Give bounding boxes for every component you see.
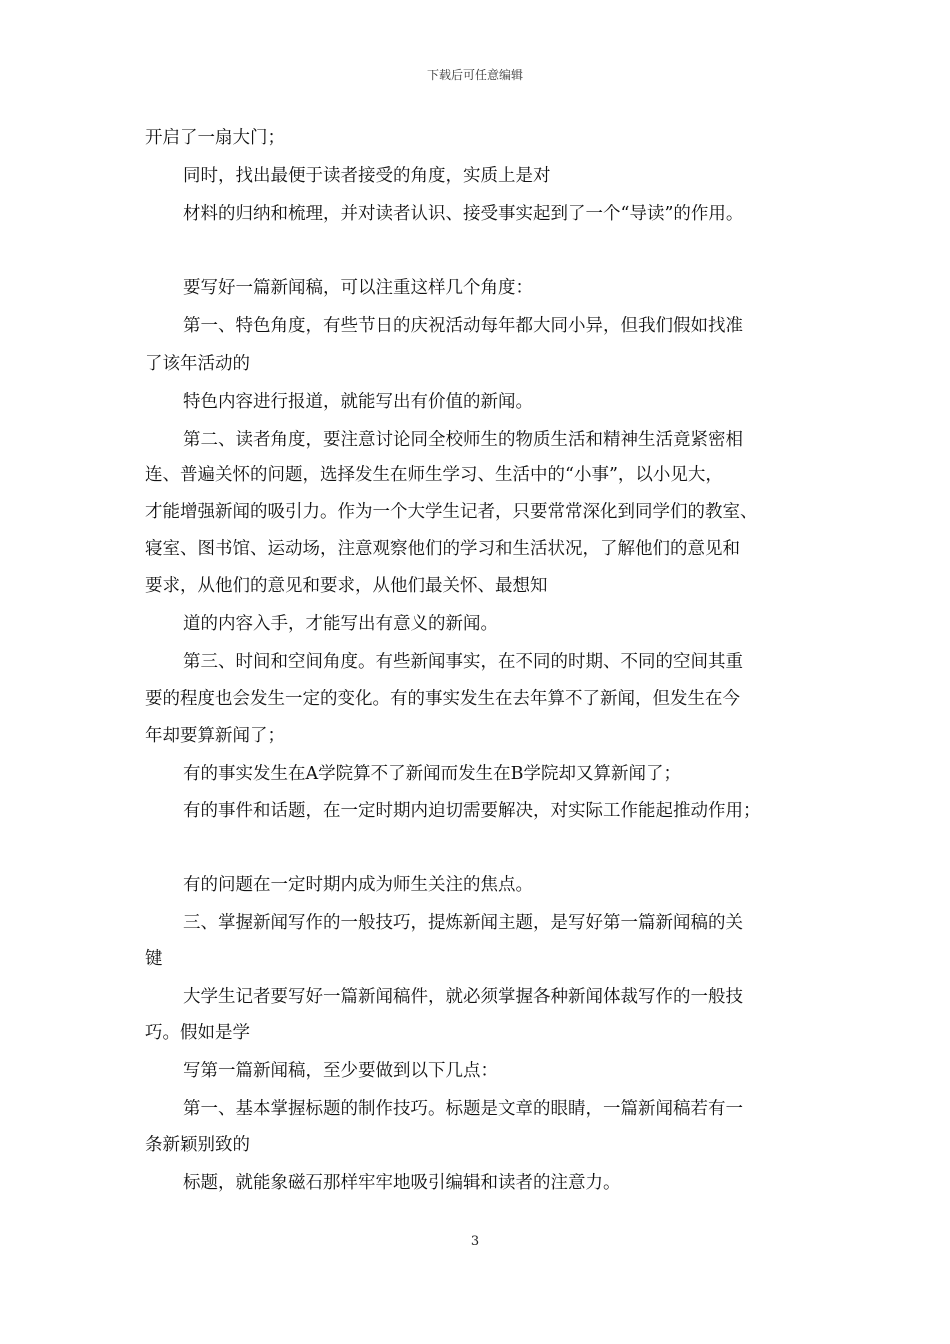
text-line: 第一、基本掌握标题的制作技巧。标题是文章的眼睛，一篇新闻稿若有一 [183,1099,743,1119]
text-line: 材料的归纳和梳理，并对读者认识、接受事实起到了一个“导读”的作用。 [183,204,744,224]
text-line: 道的内容入手，才能写出有意义的新闻。 [183,614,498,634]
text-line: 有的问题在一定时期内成为师生关注的焦点。 [183,875,533,895]
text-line: 要求，从他们的意见和要求，从他们最关怀、最想知 [145,576,548,596]
page-number: 3 [470,1234,480,1249]
text-line: 才能增强新闻的吸引力。作为一个大学生记者，只要常常深化到同学们的教室、 [145,502,758,522]
text-line: 同时，找出最便于读者接受的角度，实质上是对 [183,166,551,186]
text-line: 写第一篇新闻稿，至少要做到以下几点： [183,1061,498,1081]
page-header: 下载后可任意编辑 [426,68,523,82]
text-line: 开启了一扇大门； [145,128,285,148]
text-line: 第一、特色角度，有些节日的庆祝活动每年都大同小异，但我们假如找准 [183,316,743,336]
text-line: 连、普遍关怀的问题，选择发生在师生学习、生活中的“小事”，以小见大， [145,465,723,485]
text-line: 有的事件和话题，在一定时期内迫切需要解决，对实际工作能起推动作用； [183,801,761,821]
text-line: 第三、时间和空间角度。有些新闻事实，在不同的时期、不同的空间其重 [183,652,743,672]
text-line: 条新颖别致的 [145,1135,250,1155]
text-line: 特色内容进行报道，就能写出有价值的新闻。 [183,392,533,412]
text-line: 大学生记者要写好一篇新闻稿件，就必须掌握各种新闻体裁写作的一般技 [183,987,743,1007]
text-line: 标题，就能象磁石那样牢牢地吸引编辑和读者的注意力。 [183,1173,621,1193]
text-line: 巧。假如是学 [145,1023,250,1043]
text-line: 要写好一篇新闻稿，可以注重这样几个角度： [183,278,533,298]
text-line: 年却要算新闻了； [145,726,285,746]
text-line: 要的程度也会发生一定的变化。有的事实发生在去年算不了新闻，但发生在今 [145,689,740,709]
text-line: 第二、读者角度，要注意讨论同全校师生的物质生活和精神生活竟紧密相 [183,430,743,450]
text-line: 了该年活动的 [145,354,250,374]
text-line: 有的事实发生在A学院算不了新闻而发生在B学院却又算新闻了； [183,764,681,784]
text-line: 寝室、图书馆、运动场，注意观察他们的学习和生活状况，了解他们的意见和 [145,539,740,559]
text-line: 键 [145,949,163,969]
text-line: 三、掌握新闻写作的一般技巧，提炼新闻主题，是写好第一篇新闻稿的关 [183,913,743,933]
